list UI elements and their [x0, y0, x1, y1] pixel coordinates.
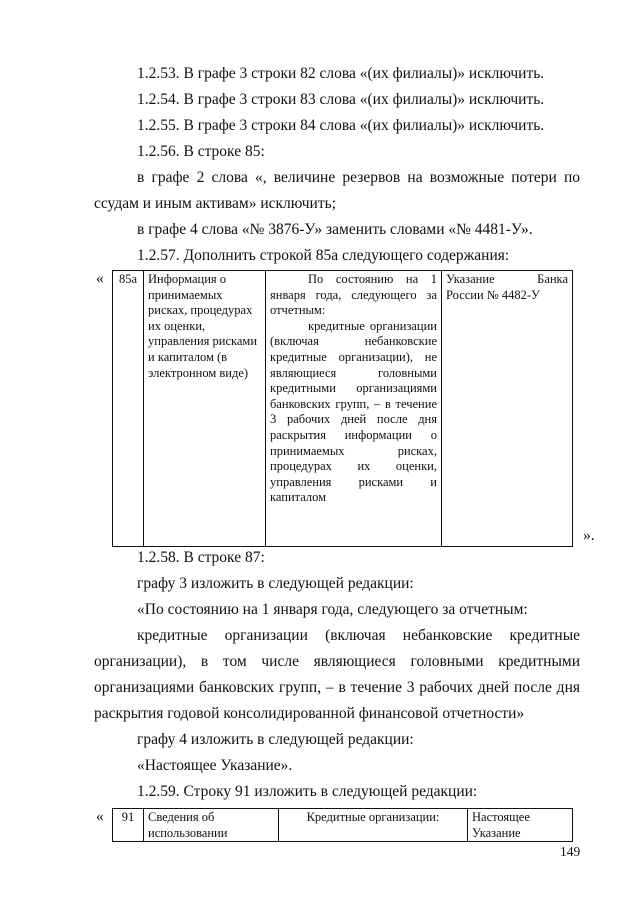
paragraph-present-directive: «Настоящее Указание».: [137, 757, 293, 774]
paragraph-col4-edit: в графе 4 слова «№ 3876-У» заменить словами «№ 4481-У».: [137, 221, 533, 238]
paragraph-quote-start: «По состоянию на 1 января года, следующего за отчетным:: [137, 601, 528, 618]
paragraph-1-2-57: 1.2.57. Дополнить строкой 85а следующего содержания:: [137, 247, 510, 264]
paragraph-col3-edit: графу 3 изложить в следующей редакции:: [137, 575, 414, 592]
row-number-cell: 91: [113, 809, 144, 842]
table-91-open-quote: «: [96, 808, 104, 825]
row-number-cell: 85а: [113, 271, 144, 547]
paragraph-1-2-59: 1.2.59. Строку 91 изложить в следующей редакции:: [137, 783, 478, 800]
info-name-cell: Информация о принимаемых рисках, процедурах их оценки, управления рисками и капиталом (в электронном виде): [144, 271, 266, 547]
paragraph-credit-orgs: кредитные организации (включая небанковские кредитные организации), в том числе являющиеся головными кредитными организациями банковских групп, – в течение 3 рабочих дней после дня раскрытия годовой консолидированной финансовой отчетности»: [94, 627, 580, 722]
term-details: кредитные организации (включая небанковские кредитные организации), не являющиеся головными кредитными организациями банковских групп, – в течение 3 рабочих дней после дня раскрытия информации о принимаемых рисках, процедурах их оценки, управления рисками и капиталом: [270, 318, 437, 505]
table-85a-open-quote: «: [96, 270, 104, 287]
info-name-cell: Сведения об использовании: [144, 809, 279, 842]
table-row: [113, 809, 573, 842]
basis-cell: Указание Банка России № 4482-У: [442, 271, 573, 547]
paragraph-col2-edit: в графе 2 слова «, величине резервов на возможные потери по ссудам и иным активам» исключить;: [94, 169, 580, 212]
paragraph-col4-new: графу 4 изложить в следующей редакции:: [137, 731, 414, 748]
term-cell: [266, 271, 442, 547]
paragraph-1-2-54: 1.2.54. В графе 3 строки 83 слова «(их филиалы)» исключить.: [137, 91, 545, 108]
term-heading: По состоянию на 1 января года, следующего за отчетным:: [270, 272, 437, 318]
paragraph-1-2-55: 1.2.55. В графе 3 строки 84 слова «(их филиалы)» исключить.: [137, 117, 545, 134]
table-row-85a: [112, 270, 573, 547]
paragraph-1-2-58: 1.2.58. В строке 87:: [137, 549, 265, 566]
table-85a-close-quote: ».: [583, 527, 595, 544]
paragraph-1-2-53: 1.2.53. В графе 3 строки 82 слова «(их филиалы)» исключить.: [137, 65, 545, 82]
term-heading: Кредитные организации:: [306, 810, 440, 824]
table-row: [113, 271, 573, 547]
basis-cell: Настоящее Указание: [468, 809, 573, 842]
paragraph-1-2-56: 1.2.56. В строке 85:: [137, 143, 265, 160]
page-number: 149: [560, 844, 581, 859]
term-cell: [279, 809, 468, 842]
table-row-91: [112, 808, 573, 842]
